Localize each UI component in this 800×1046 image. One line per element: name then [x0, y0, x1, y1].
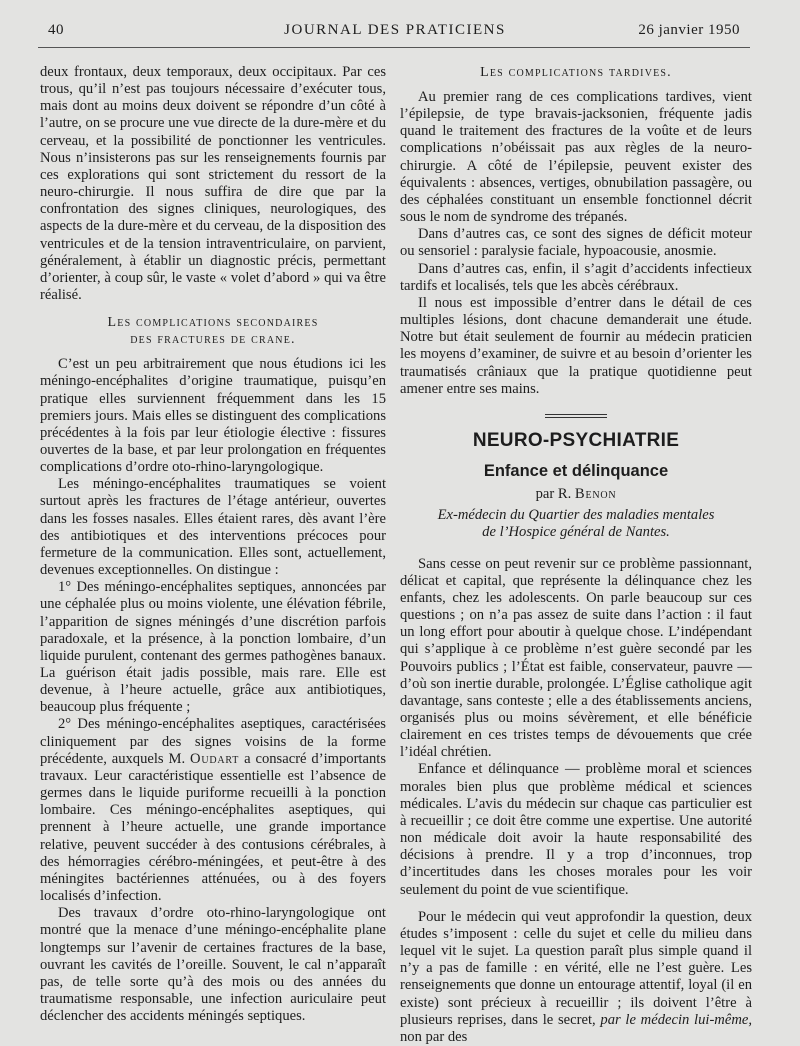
paragraph: Les méningo-encéphalites traumatiques se voient surtout après les fractures de l’étage antérieur, ouvertes dans les fosses nasales. Elles étaient rares, dès avant l’ère des antibiotiques et des interventions précoces pour fermeture de la communication. Elles sont, actuellement, devenues exceptionnelles. On distingue :: [40, 476, 386, 579]
paragraph: C’est un peu arbitrairement que nous étudions ici les méningo-encéphalites d’origine traumatique, puisqu’en pratique elles surviennent fréquemment dans les 15 premiers jours. Mais elles se distinguent des complications précédentes à la fois par leur étiologie élective : fissures ouvertes de la base, et par leur prolongation en fréquentes complications d’ordre oto-rhino-laryngologique.: [40, 356, 386, 476]
affiliation-line: Ex-médecin du Quartier des maladies mentales: [437, 507, 715, 524]
right-column: [400, 64, 752, 1046]
section-divider: [545, 414, 607, 418]
paragraph: Des travaux d’ordre oto-rhino-laryngologique ont montré que la menace d’une méningo-encéphalite plane longtemps sur l’avenir de certaines fractures de la base, ouvrant les cavités de l’oreille. Souvent, le cal n’apparaît pas, de telle sorte qu’à des mois ou des années du traumatisme responsable, une infection auriculaire peut déclencher des accidents méningés septiques.: [40, 905, 386, 1025]
paragraph: [40, 716, 386, 905]
running-header: [40, 22, 750, 44]
byline: [400, 486, 752, 503]
paragraph: Enfance et délinquance — problème moral et sciences morales bien plus que problème médical et sciences médicales. L’avis du médecin sur chaque cas particulier est à recueillir ; ce doit être comme une expertise. Une autorité non médicale doit avoir la haute responsabilité des décisions à prendre. Il y a trop d’inconnues, trop d’incertitudes dans les choses morales pour les voir seulement du point de vue scientifique.: [400, 761, 752, 898]
paragraph: Il nous est impossible d’entrer dans le détail de ces multiples lésions, dont chacune demanderait une étude. Notre but était seulement de fournir au médecin praticien les moyens d’examiner, de suivre et au besoin d’orienter les traumatisés crâniaux que la pratique quotidienne peut amener entre ses mains.: [400, 294, 752, 397]
author-name: Benon: [574, 486, 617, 503]
author-affiliation: [400, 507, 752, 541]
paragraph: Dans d’autres cas, ce sont des signes de déficit moteur ou sensoriel : paralysie faciale, hypoacousie, anosmie.: [400, 226, 752, 260]
affiliation-line: de l’Hospice général de Nantes.: [482, 524, 670, 541]
author-name: Oudart: [190, 750, 240, 767]
section-heading-tardives: Les complications tardives.: [480, 65, 672, 80]
text-run: a consacré d’importants travaux. Leur caractéristique essentielle est l’absence de germes dans le liquide puriforme recueilli à la ponction lombaire. Ces méningo-encéphalites aseptiques, qui prennent à l’heure actuelle, une grande importance relative, peuvent succéder à des contusions cérébrales, à des hémorragies cérébro-méningées, et peut-être à des méningites bactériennes atténuées, ou à des foyers localisés d’infection.: [40, 750, 386, 905]
rubric-title: NEURO-PSYCHIATRIE: [472, 429, 680, 451]
header-rule: [38, 47, 750, 48]
paragraph: Dans d’autres cas, enfin, il s’agit d’accidents infectieux tardifs et localisés, tels que les abcès cérébraux.: [400, 260, 752, 294]
paragraph: Au premier rang de ces complications tardives, vient l’épilepsie, de type bravais-jacksonien, fréquente jadis quand le traitement des fractures de la voûte et de leurs complications n’obéissait pas aux règles de la neuro-chirurgie. A côté de l’épilepsie, peuvent exister des équivalents : absences, vertiges, obnubilation passagère, ou des céphalées constituant un ensemble fonctionnel décrit sous le nom de syndrome des trépanés.: [400, 89, 752, 226]
heading-line: Les complications secondaires: [107, 315, 319, 331]
paragraph-gap: [400, 899, 752, 909]
paragraph: deux frontaux, deux temporaux, deux occipitaux. Par ces trous, qu’il n’est pas toujours nécessaire d’exécuter tous, mais dont au moins deux doivent se répondre d’un côté à l’autre, on se procure une vue directe de la dure-mère et du cerveau, et la possibilité de ponctionner les ventricules. Nous n’insisterons pas sur les renseignements fournis par ces explorations qui sont strictement du ressort de la neuro-chirurgie. Il nous suffira de dire que par la confrontation des signes cliniques, neurologiques, des aspects de la dure-mère et du cerveau, de la disposition des ventricules et de la tension intraventriculaire, on parvient, généralement, à établir un diagnostic précis, permettant d’orienter, à coup sûr, le vaste « volet d’abord » qui va être réalisé.: [40, 64, 386, 304]
page-number: 40: [48, 22, 64, 38]
text-run: 2° Des méningo-encéphalites aseptiques, caractérisées cliniquement par des signes voisins de la forme précédente, auxquels M.: [40, 716, 386, 767]
text-run: Pour le médecin qui veut approfondir la question, deux études s’imposent : celle du sujet et celle du milieu dans lequel vit le sujet. La question paraît plus simple quand il n’y a pas de famille : en vérité, elle ne l’est guère. Les renseignements que donne un entourage attentif, loyal (il en existe) sont précieux à recueillir ; ils doivent l’être à plusieurs reprises, dans le secret,: [400, 908, 752, 1028]
byline-prefix: par R.: [535, 486, 575, 503]
paragraph: [400, 909, 752, 1046]
left-column: [40, 64, 386, 1025]
journal-title: JOURNAL DES PRATICIENS: [284, 22, 506, 38]
issue-date: 26 janvier 1950: [638, 22, 740, 38]
heading-line: des fractures de crane.: [130, 332, 296, 348]
section-heading-secondary: [40, 314, 386, 348]
paragraph: 1° Des méningo-encéphalites septiques, annoncées par une céphalée plus ou moins violente, une élévation fébrile, l’apparition de signes méningés d’une discrétion parfois paradoxale, et la présence, à la ponction lombaire, d’un liquide purulent, contenant des germes pathogènes banaux. La guérison était jadis possible, mais rare. Elle est devenue, à l’heure actuelle, grâce aux antibiotiques, beaucoup plus fréquente ;: [40, 579, 386, 716]
text-run: non par des: [400, 1028, 468, 1045]
paragraph: Sans cesse on peut revenir sur ce problème passionnant, délicat et capital, que représente la délinquance chez les enfants, chez les adolescents. On parle beaucoup sur ces questions ; on n’a pas assez de suite dans l’action : il faut un long effort pour aboutir à quelque chose. L’indépendant qui s’applique à ce problème n’est guère secondé par les Pouvoirs publics ; l’État est faible, conservateur, pauvre — d’où son inertie durable, prolongée. L’Église catholique agit davantage, sans conteste ; elle a des établissements anciens, organisés plus ou moins sévèrement, et elle bénéficie clairement en ces tristes temps de dévouements que crée l’idéal chrétien.: [400, 555, 752, 761]
article-title: Enfance et délinquance: [483, 461, 669, 480]
italic-phrase: par le médecin lui-même,: [600, 1011, 752, 1028]
